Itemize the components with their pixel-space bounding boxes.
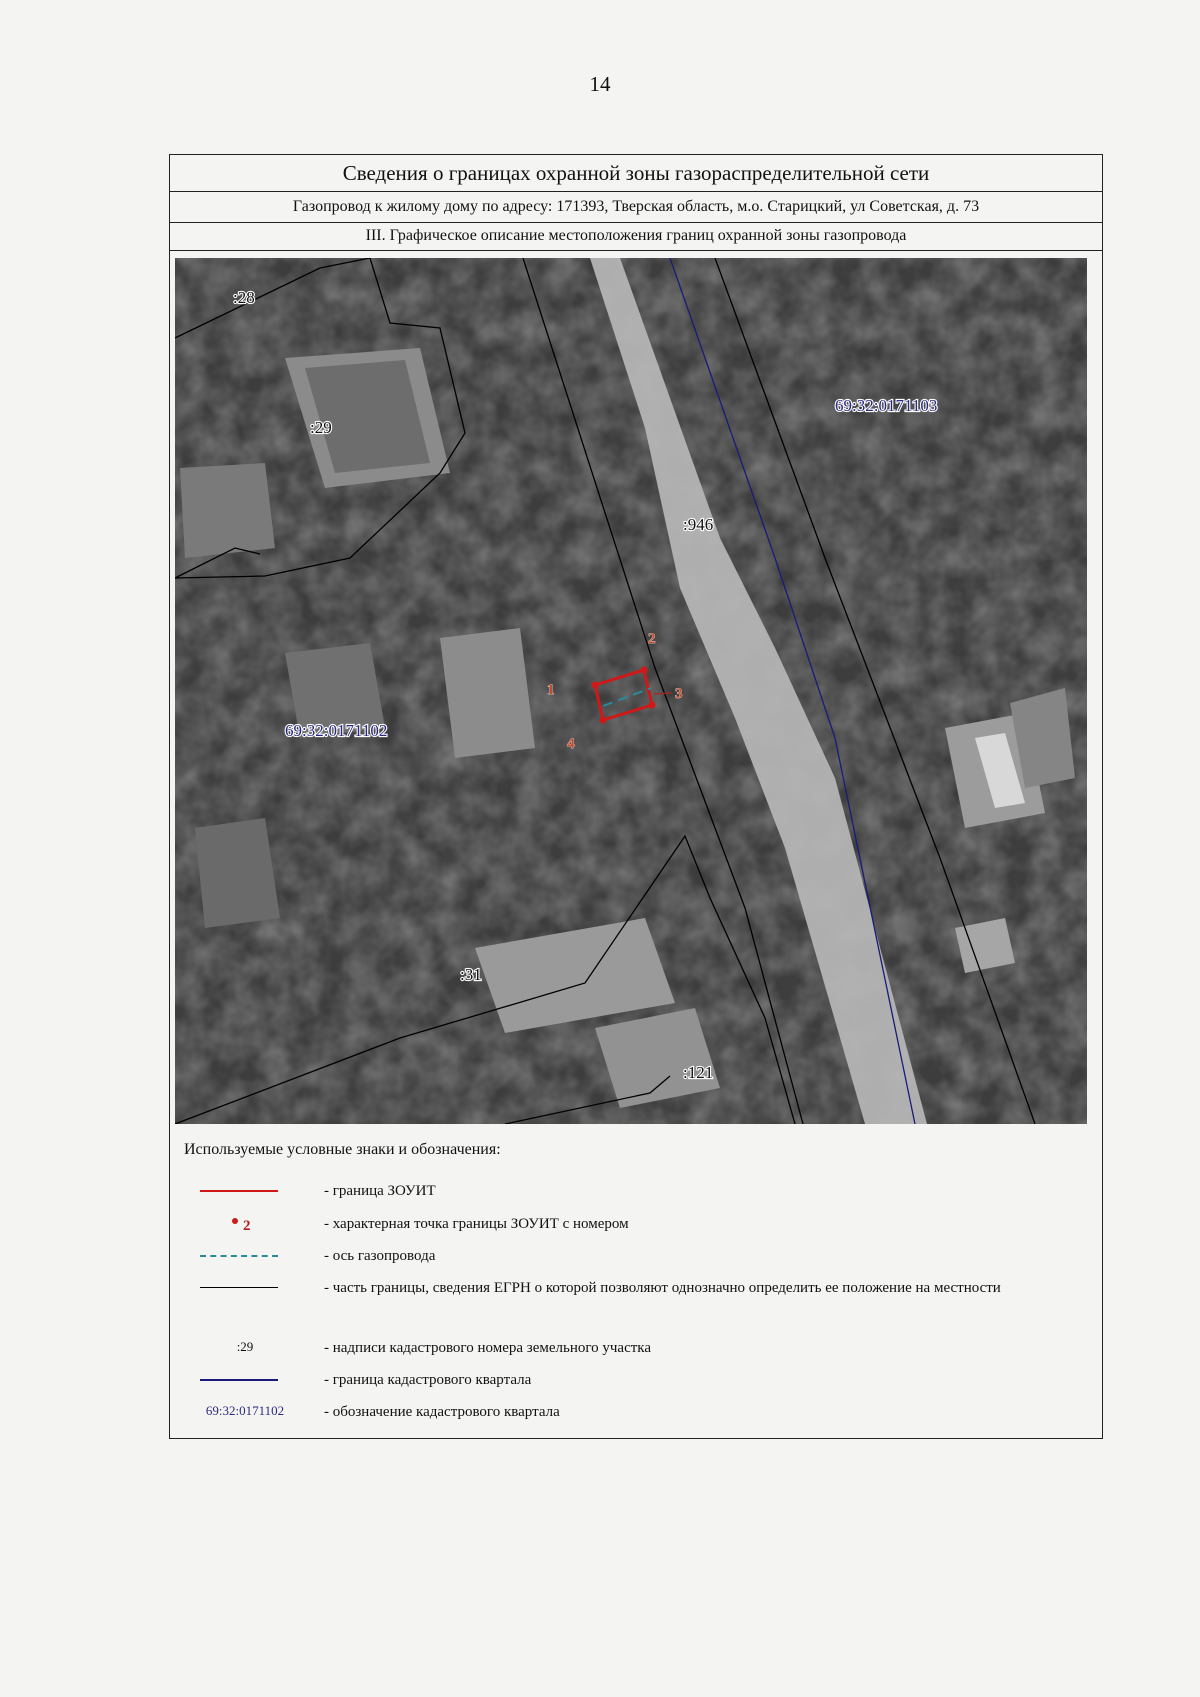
- legend-item-zone-point: [170, 1211, 1102, 1237]
- legend-item-parcel-boundary: [170, 1275, 1102, 1323]
- legend-text: - граница ЗОУИТ: [324, 1183, 436, 1199]
- parcel-label-31: :31: [460, 965, 482, 984]
- legend-point-number: 2: [243, 1218, 251, 1234]
- legend-text: - обозначение кадастрового квартала: [324, 1404, 560, 1420]
- legend-item-quarter-label: [170, 1399, 1102, 1425]
- legend-item-parcel-label: [170, 1335, 1102, 1361]
- legend-symbol-pipeline-axis: [190, 1243, 285, 1269]
- legend-parcel-label-sample: :29: [236, 1339, 254, 1354]
- legend-symbol-zone-point: [190, 1211, 285, 1237]
- legend-text: - надписи кадастрового номера земельного участка: [324, 1340, 652, 1356]
- point-label-1: 1: [547, 682, 555, 698]
- object-address: Газопровод к жилому дому по адресу: 171393, Тверская область, м.о. Старицкий, ул Советская, д. 73: [170, 191, 1102, 223]
- aerial-map: [175, 258, 1087, 1124]
- parcel-label-28: :28: [233, 288, 255, 307]
- map-canvas: [175, 258, 1087, 1124]
- legend-item-pipeline-axis: [170, 1243, 1102, 1269]
- legend-item-zone-boundary: [170, 1178, 1102, 1204]
- legend-text: - граница кадастрового квартала: [324, 1372, 532, 1388]
- point-label-4: 4: [567, 736, 575, 752]
- quarter-label-102: 69:32:0171102: [285, 721, 388, 740]
- legend-symbol-quarter-label: [190, 1399, 285, 1425]
- legend-symbol-parcel-boundary: [190, 1275, 285, 1301]
- legend-text: - ось газопровода: [324, 1248, 436, 1264]
- parcel-label-121: :121: [683, 1063, 714, 1082]
- legend-text: - часть границы, сведения ЕГРН о которой позволяют однозначно определить ее положение на местности: [324, 1280, 1001, 1296]
- quarter-label-103: 69:32:0171103: [835, 396, 938, 415]
- parcel-label-946: :946: [683, 515, 714, 534]
- legend-text: - характерная точка границы ЗОУИТ с номером: [324, 1216, 629, 1232]
- legend-symbol-parcel-label: [190, 1335, 285, 1361]
- document-frame: [169, 154, 1103, 1439]
- legend-item-quarter-boundary: [170, 1367, 1102, 1393]
- section-title: III. Графическое описание местоположения границ охранной зоны газопровода: [170, 222, 1102, 251]
- parcel-label-29: :29: [310, 418, 332, 437]
- point-label-3: 3: [675, 686, 683, 702]
- point-label-2: 2: [648, 631, 656, 647]
- legend-title: Используемые условные знаки и обозначения:: [184, 1141, 501, 1158]
- legend-quarter-label-sample: 69:32:0171102: [205, 1403, 285, 1418]
- legend-symbol-zone-boundary: [190, 1178, 285, 1204]
- legend-symbol-quarter-boundary: [190, 1367, 285, 1393]
- page-number: 14: [589, 72, 611, 96]
- document-title: Сведения о границах охранной зоны газораспределительной сети: [170, 155, 1102, 192]
